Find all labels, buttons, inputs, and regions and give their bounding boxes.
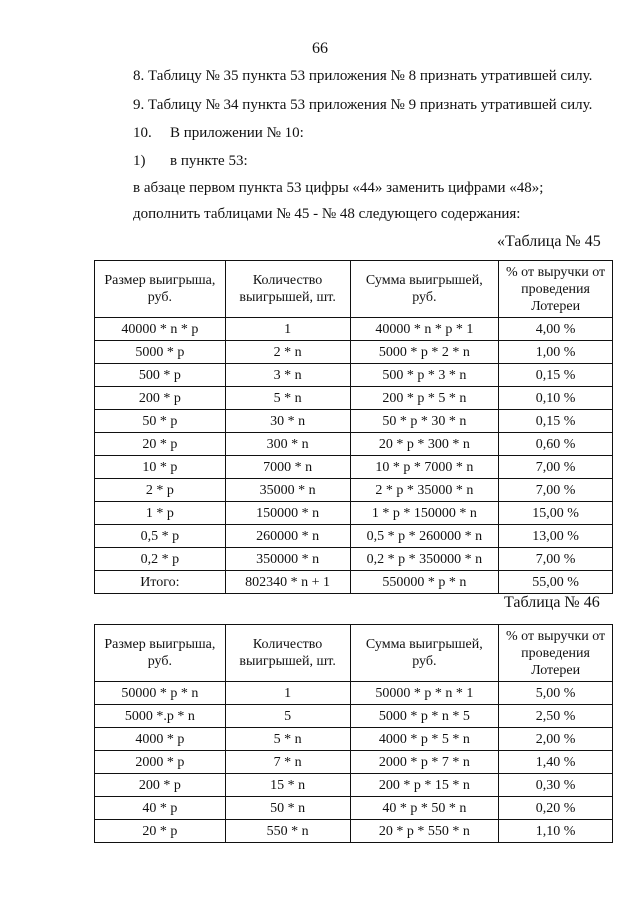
table-row [95,410,613,433]
table-row [95,820,613,843]
table-45 [94,260,613,594]
cell-prize-sum: 500 * p * 3 * n [350,364,499,387]
cell-prize-count: 5 * n [225,728,350,751]
cell-prize-count: 802340 * n + 1 [225,571,350,594]
cell-revenue-percent: 0,10 % [499,387,613,410]
table45-caption: «Таблица № 45 [497,233,601,250]
header-prize-size: Размер выигрыша, руб. [95,261,226,318]
cell-prize-sum: 10 * p * 7000 * n [350,456,499,479]
cell-prize-count: 35000 * n [225,479,350,502]
header-prize-size: Размер выигрыша, руб. [95,625,226,682]
cell-prize-count: 150000 * n [225,502,350,525]
cell-prize-sum: 50000 * p * n * 1 [350,682,499,705]
subitem-1-number: 1) [133,153,146,169]
paragraph-first-abzac: в абзаце первом пункта 53 цифры «44» заменить цифрами «48»; [133,180,544,196]
table-header-row [95,625,613,682]
cell-revenue-percent: 0,15 % [499,364,613,387]
cell-prize-size: 50000 * p * n [95,682,226,705]
cell-prize-sum: 200 * p * 15 * n [350,774,499,797]
cell-prize-sum: 50 * p * 30 * n [350,410,499,433]
table-row [95,433,613,456]
cell-prize-count: 1 [225,682,350,705]
table-row [95,502,613,525]
cell-prize-size: Итого: [95,571,226,594]
cell-prize-size: 10 * p [95,456,226,479]
table-row [95,318,613,341]
paragraph-item-9: 9. Таблицу № 34 пункта 53 приложения № 9 признать утратившей силу. [133,97,593,113]
table-row [95,525,613,548]
table-row [95,387,613,410]
cell-prize-sum: 5000 * p * n * 5 [350,705,499,728]
header-prize-count: Количество выигрышей, шт. [225,261,350,318]
cell-prize-size: 1 * p [95,502,226,525]
table-row [95,774,613,797]
cell-prize-sum: 0,2 * p * 350000 * n [350,548,499,571]
cell-prize-sum: 20 * p * 300 * n [350,433,499,456]
cell-prize-sum: 20 * p * 550 * n [350,820,499,843]
table-row [95,341,613,364]
cell-prize-size: 20 * p [95,820,226,843]
header-revenue-percent: % от выручки от проведения Лотереи [499,261,613,318]
table-row [95,548,613,571]
cell-prize-count: 260000 * n [225,525,350,548]
cell-prize-size: 2 * p [95,479,226,502]
cell-prize-size: 40000 * n * p [95,318,226,341]
cell-prize-count: 5 [225,705,350,728]
cell-revenue-percent: 4,00 % [499,318,613,341]
table-46 [94,624,613,843]
cell-revenue-percent: 15,00 % [499,502,613,525]
cell-revenue-percent: 0,15 % [499,410,613,433]
table-row [95,571,613,594]
table-header-row [95,261,613,318]
cell-prize-sum: 5000 * p * 2 * n [350,341,499,364]
cell-revenue-percent: 13,00 % [499,525,613,548]
cell-prize-count: 5 * n [225,387,350,410]
cell-revenue-percent: 1,40 % [499,751,613,774]
paragraph-supplement-tables: дополнить таблицами № 45 - № 48 следующего содержания: [133,206,521,222]
cell-revenue-percent: 7,00 % [499,548,613,571]
table46-caption: Таблица № 46 [504,594,600,611]
cell-prize-count: 300 * n [225,433,350,456]
cell-prize-size: 500 * p [95,364,226,387]
cell-prize-size: 0,5 * p [95,525,226,548]
cell-prize-count: 350000 * n [225,548,350,571]
cell-prize-size: 200 * p [95,774,226,797]
cell-prize-count: 2 * n [225,341,350,364]
cell-revenue-percent: 1,00 % [499,341,613,364]
cell-prize-sum: 200 * p * 5 * n [350,387,499,410]
header-prize-sum: Сумма выигрышей, руб. [350,261,499,318]
cell-prize-count: 550 * n [225,820,350,843]
cell-prize-count: 50 * n [225,797,350,820]
cell-prize-sum: 40000 * n * p * 1 [350,318,499,341]
cell-prize-size: 5000 * p [95,341,226,364]
cell-prize-size: 50 * p [95,410,226,433]
cell-prize-size: 2000 * p [95,751,226,774]
cell-prize-count: 7000 * n [225,456,350,479]
header-prize-sum: Сумма выигрышей, руб. [350,625,499,682]
cell-prize-count: 15 * n [225,774,350,797]
cell-revenue-percent: 2,00 % [499,728,613,751]
cell-revenue-percent: 2,50 % [499,705,613,728]
cell-revenue-percent: 5,00 % [499,682,613,705]
cell-prize-count: 7 * n [225,751,350,774]
cell-revenue-percent: 0,30 % [499,774,613,797]
cell-prize-size: 0,2 * p [95,548,226,571]
header-revenue-percent: % от выручки от проведения Лотереи [499,625,613,682]
table-row [95,364,613,387]
cell-prize-size: 40 * p [95,797,226,820]
table-row [95,797,613,820]
table-row [95,751,613,774]
paragraph-item-8: 8. Таблицу № 35 пункта 53 приложения № 8 признать утратившей силу. [133,68,593,84]
cell-revenue-percent: 55,00 % [499,571,613,594]
cell-prize-size: 200 * p [95,387,226,410]
table-row [95,705,613,728]
cell-prize-sum: 40 * p * 50 * n [350,797,499,820]
cell-revenue-percent: 7,00 % [499,479,613,502]
cell-revenue-percent: 7,00 % [499,456,613,479]
cell-revenue-percent: 0,20 % [499,797,613,820]
cell-prize-count: 3 * n [225,364,350,387]
cell-prize-sum: 1 * p * 150000 * n [350,502,499,525]
cell-prize-sum: 0,5 * p * 260000 * n [350,525,499,548]
paragraph-item-10-text: В приложении № 10: [170,125,304,141]
cell-prize-count: 30 * n [225,410,350,433]
cell-prize-sum: 2000 * p * 7 * n [350,751,499,774]
cell-prize-sum: 2 * p * 35000 * n [350,479,499,502]
cell-prize-size: 20 * p [95,433,226,456]
table-row [95,682,613,705]
table-row [95,456,613,479]
cell-prize-sum: 4000 * p * 5 * n [350,728,499,751]
table-row [95,728,613,751]
cell-prize-sum: 550000 * p * n [350,571,499,594]
page-number: 66 [312,40,328,57]
table-row [95,479,613,502]
header-prize-count: Количество выигрышей, шт. [225,625,350,682]
cell-revenue-percent: 0,60 % [499,433,613,456]
cell-prize-size: 4000 * p [95,728,226,751]
subitem-1-text: в пункте 53: [170,153,248,169]
paragraph-item-10-number: 10. [133,125,152,141]
cell-prize-size: 5000 *.p * n [95,705,226,728]
cell-revenue-percent: 1,10 % [499,820,613,843]
cell-prize-count: 1 [225,318,350,341]
